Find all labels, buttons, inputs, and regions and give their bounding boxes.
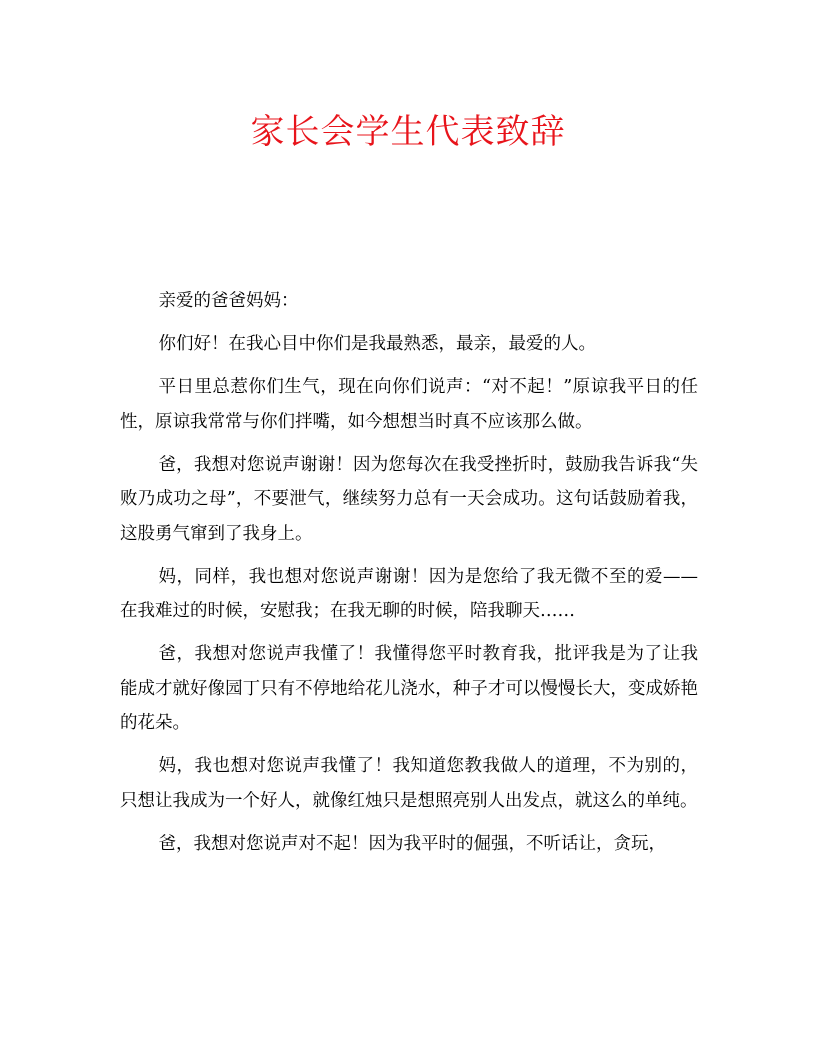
paragraph: 爸，我想对您说声对不起！因为我平时的倔强，不听话让，贪玩， xyxy=(158,833,666,854)
paragraph: 你们好！在我心目中你们是我最熟悉，最亲，最爱的人。 xyxy=(158,334,596,354)
paragraph: 妈，我也想对您说声我懂了！我知道您教我做人的道理，不为别的，只想让我成为一个好人，就像红烛只是想照亮别人出发点，就这么的单纯。 xyxy=(120,756,698,811)
document-title: 家长会学生代表致辞 xyxy=(250,112,566,152)
paragraph: 爸，我想对您说声我懂了！我懂得您平时教育我，批评我是为了让我能成才就好像园丁只有不停地给花儿浇水，种子才可以慢慢长大，变成娇艳的花朵。 xyxy=(120,644,698,733)
document-body xyxy=(120,284,698,870)
paragraph: 爸，我想对您说声谢谢！因为您每次在我受挫折时，鼓励我告诉我“失败乃成功之母”，不要泄气，继续努力总有一天会成功。这句话鼓励着我，这股勇气窜到了我身上。 xyxy=(120,454,698,544)
paragraph: 妈，同样，我也想对您说声谢谢！因为是您给了我无微不至的爱——在我难过的时候，安慰我；在我无聊的时候，陪我聊天…… xyxy=(120,566,698,621)
paragraph: 平日里总惹你们生气，现在向你们说声：“对不起！”原谅我平日的任性，原谅我常常与你们拌嘴，如今想想当时真不应该那么做。 xyxy=(120,377,698,432)
paragraph-greeting: 亲爱的爸爸妈妈： xyxy=(158,291,299,311)
